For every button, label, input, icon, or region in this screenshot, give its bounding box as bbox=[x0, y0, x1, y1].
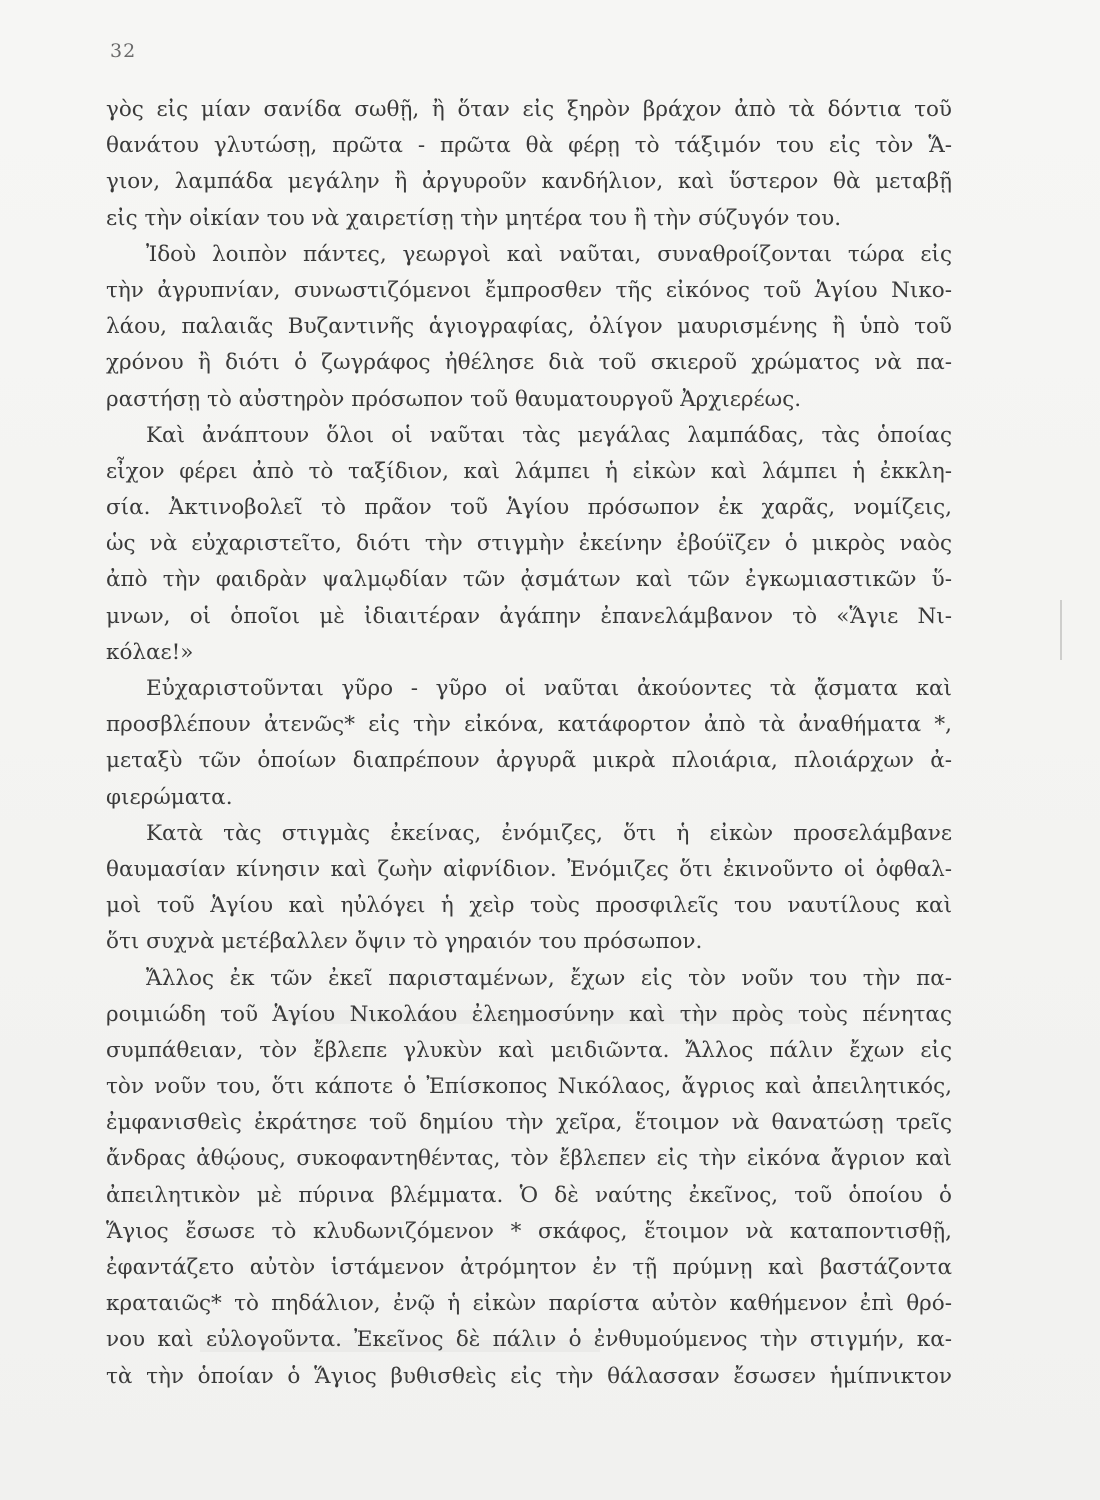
text-line: εἶχον φέρει ἀπὸ τὸ ταξίδιον, καὶ λάμπει ἡ εἰκὼν καὶ λάμπει ἡ ἐκκλη- bbox=[106, 458, 952, 484]
text-line: κραταιῶς* τὸ πηδάλιον, ἐνῷ ἡ εἰκὼν παρίστα αὐτὸν καθήμενον ἐπὶ θρό- bbox=[106, 1291, 952, 1317]
text-line: ἀπὸ τὴν φαιδρὰν ψαλμῳδίαν τῶν ᾀσμάτων καὶ τῶν ἐγκωμιαστικῶν ὕ- bbox=[106, 567, 952, 593]
text-line: θανάτου γλυτώσῃ, πρῶτα - πρῶτα θὰ φέρῃ τὸ τάξιμόν του εἰς τὸν Ἅ- bbox=[106, 133, 952, 159]
text-line: Εὐχαριστοῦνται γῦρο - γῦρο οἱ ναῦται ἀκούοντες τὰ ᾄσματα καὶ bbox=[146, 676, 952, 701]
text-line: τὴν ἀγρυπνίαν, συνωστιζόμενοι ἔμπροσθεν τῆς εἰκόνος τοῦ Ἁγίου Νικο- bbox=[106, 277, 952, 303]
text-line: χρόνου ἢ διότι ὁ ζωγράφος ἠθέλησε διὰ τοῦ σκιεροῦ χρώματος νὰ πα- bbox=[106, 350, 952, 376]
text-line: ροιμιώδη τοῦ Ἁγίου Νικολάου ἐλεημοσύνην καὶ τὴν πρὸς τοὺς πένητας bbox=[106, 1001, 952, 1027]
text-line: Ἅγιος ἔσωσε τὸ κλυδωνιζόμενον * σκάφος, ἕτοιμον νὰ καταποντισθῇ, bbox=[106, 1218, 952, 1244]
page-edge-mark bbox=[1060, 600, 1062, 660]
text-line: ἐμφανισθεὶς ἐκράτησε τοῦ δημίου τὴν χεῖρα, ἕτοιμον νὰ θανατώσῃ τρεῖς bbox=[106, 1110, 952, 1136]
body-text bbox=[106, 92, 952, 1395]
text-line: τὸν νοῦν του, ὅτι κάποτε ὁ Ἐπίσκοπος Νικόλαος, ἄγριος καὶ ἀπειλητικός, bbox=[106, 1074, 952, 1100]
text-line: ὅτι συχνὰ μετέβαλλεν ὄψιν τὸ γηραιόν του πρόσωπον. bbox=[106, 929, 703, 955]
text-line: μοὶ τοῦ Ἁγίου καὶ ηὐλόγει ἡ χεὶρ τοὺς προσφιλεῖς του ναυτίλους καὶ bbox=[106, 893, 952, 919]
text-line: Κατὰ τὰς στιγμὰς ἐκείνας, ἐνόμιζες, ὅτι ἡ εἰκὼν προσελάμβανε bbox=[146, 820, 952, 846]
text-line: γιον, λαμπάδα μεγάλην ἢ ἀργυροῦν κανδήλιον, καὶ ὕστερον θὰ μεταβῇ bbox=[106, 169, 952, 195]
text-line: ἀπειλητικὸν μὲ πύρινα βλέμματα. Ὁ δὲ ναύτης ἐκεῖνος, τοῦ ὁποίου ὁ bbox=[106, 1182, 952, 1208]
text-line: Ἰδοὺ λοιπὸν πάντες, γεωργοὶ καὶ ναῦται, συναθροίζονται τώρα εἰς bbox=[146, 241, 952, 267]
text-line: Καὶ ἀνάπτουν ὅλοι οἱ ναῦται τὰς μεγάλας λαμπάδας, τὰς ὁποίας bbox=[146, 422, 952, 448]
text-line: ὡς νὰ εὐχαριστεῖτο, διότι τὴν στιγμὴν ἐκείνην ἐβούϊζεν ὁ μικρὸς ναὸς bbox=[106, 531, 952, 557]
page-number: 32 bbox=[110, 40, 137, 62]
text-line: νου καὶ εὐλογοῦντα. Ἐκεῖνος δὲ πάλιν ὁ ἐνθυμούμενος τὴν στιγμήν, κα- bbox=[106, 1327, 952, 1353]
text-line: λάου, παλαιᾶς Βυζαντινῆς ἁγιογραφίας, ὀλίγον μαυρισμένης ἢ ὑπὸ τοῦ bbox=[106, 314, 952, 340]
text-line: ραστήσῃ τὸ αὐστηρὸν πρόσωπον τοῦ θαυματουργοῦ Ἀρχιερέως. bbox=[106, 386, 802, 412]
text-line: κόλαε!» bbox=[106, 639, 194, 665]
text-line: μνων, οἱ ὁποῖοι μὲ ἰδιαιτέραν ἀγάπην ἐπανελάμβανον τὸ «Ἅγιε Νι- bbox=[106, 603, 952, 629]
text-line: ἐφαντάζετο αὐτὸν ἱστάμενον ἀτρόμητον ἐν τῇ πρύμνῃ καὶ βαστάζοντα bbox=[106, 1255, 952, 1280]
text-line: γὸς εἰς μίαν σανίδα σωθῇ, ἢ ὅταν εἰς ξηρὸν βράχον ἀπὸ τὰ δόντια τοῦ bbox=[106, 97, 952, 122]
text-line: μεταξὺ τῶν ὁποίων διαπρέπουν ἀργυρᾶ μικρὰ πλοιάρια, πλοιάρχων ἀ- bbox=[106, 748, 952, 774]
text-line: ἄνδρας ἀθῴους, συκοφαντηθέντας, τὸν ἔβλεπεν εἰς τὴν εἰκόνα ἄγριον καὶ bbox=[106, 1146, 952, 1172]
text-line: εἰς τὴν οἰκίαν του νὰ χαιρετίσῃ τὴν μητέρα του ἢ τὴν σύζυγόν του. bbox=[106, 205, 842, 231]
text-line: τὰ τὴν ὁποίαν ὁ Ἅγιος βυθισθεὶς εἰς τὴν θάλασσαν ἔσωσεν ἡμίπνικτον bbox=[106, 1363, 952, 1389]
text-line: φιερώματα. bbox=[106, 784, 233, 810]
text-line: θαυμασίαν κίνησιν καὶ ζωὴν αἰφνίδιον. Ἐνόμιζες ὅτι ἐκινοῦντο οἱ ὀφθαλ- bbox=[106, 856, 952, 882]
text-line: σία. Ἀκτινοβολεῖ τὸ πρᾶον τοῦ Ἁγίου πρόσωπον ἐκ χαρᾶς, νομίζεις, bbox=[106, 495, 952, 521]
text-line: συμπάθειαν, τὸν ἔβλεπε γλυκὺν καὶ μειδιῶντα. Ἄλλος πάλιν ἔχων εἰς bbox=[106, 1037, 952, 1063]
text-line: Ἄλλος ἐκ τῶν ἐκεῖ παρισταμένων, ἔχων εἰς τὸν νοῦν του τὴν πα- bbox=[146, 965, 952, 991]
text-line: προσβλέπουν ἀτενῶς* εἰς τὴν εἰκόνα, κατάφορτον ἀπὸ τὰ ἀναθήματα *, bbox=[106, 712, 952, 738]
